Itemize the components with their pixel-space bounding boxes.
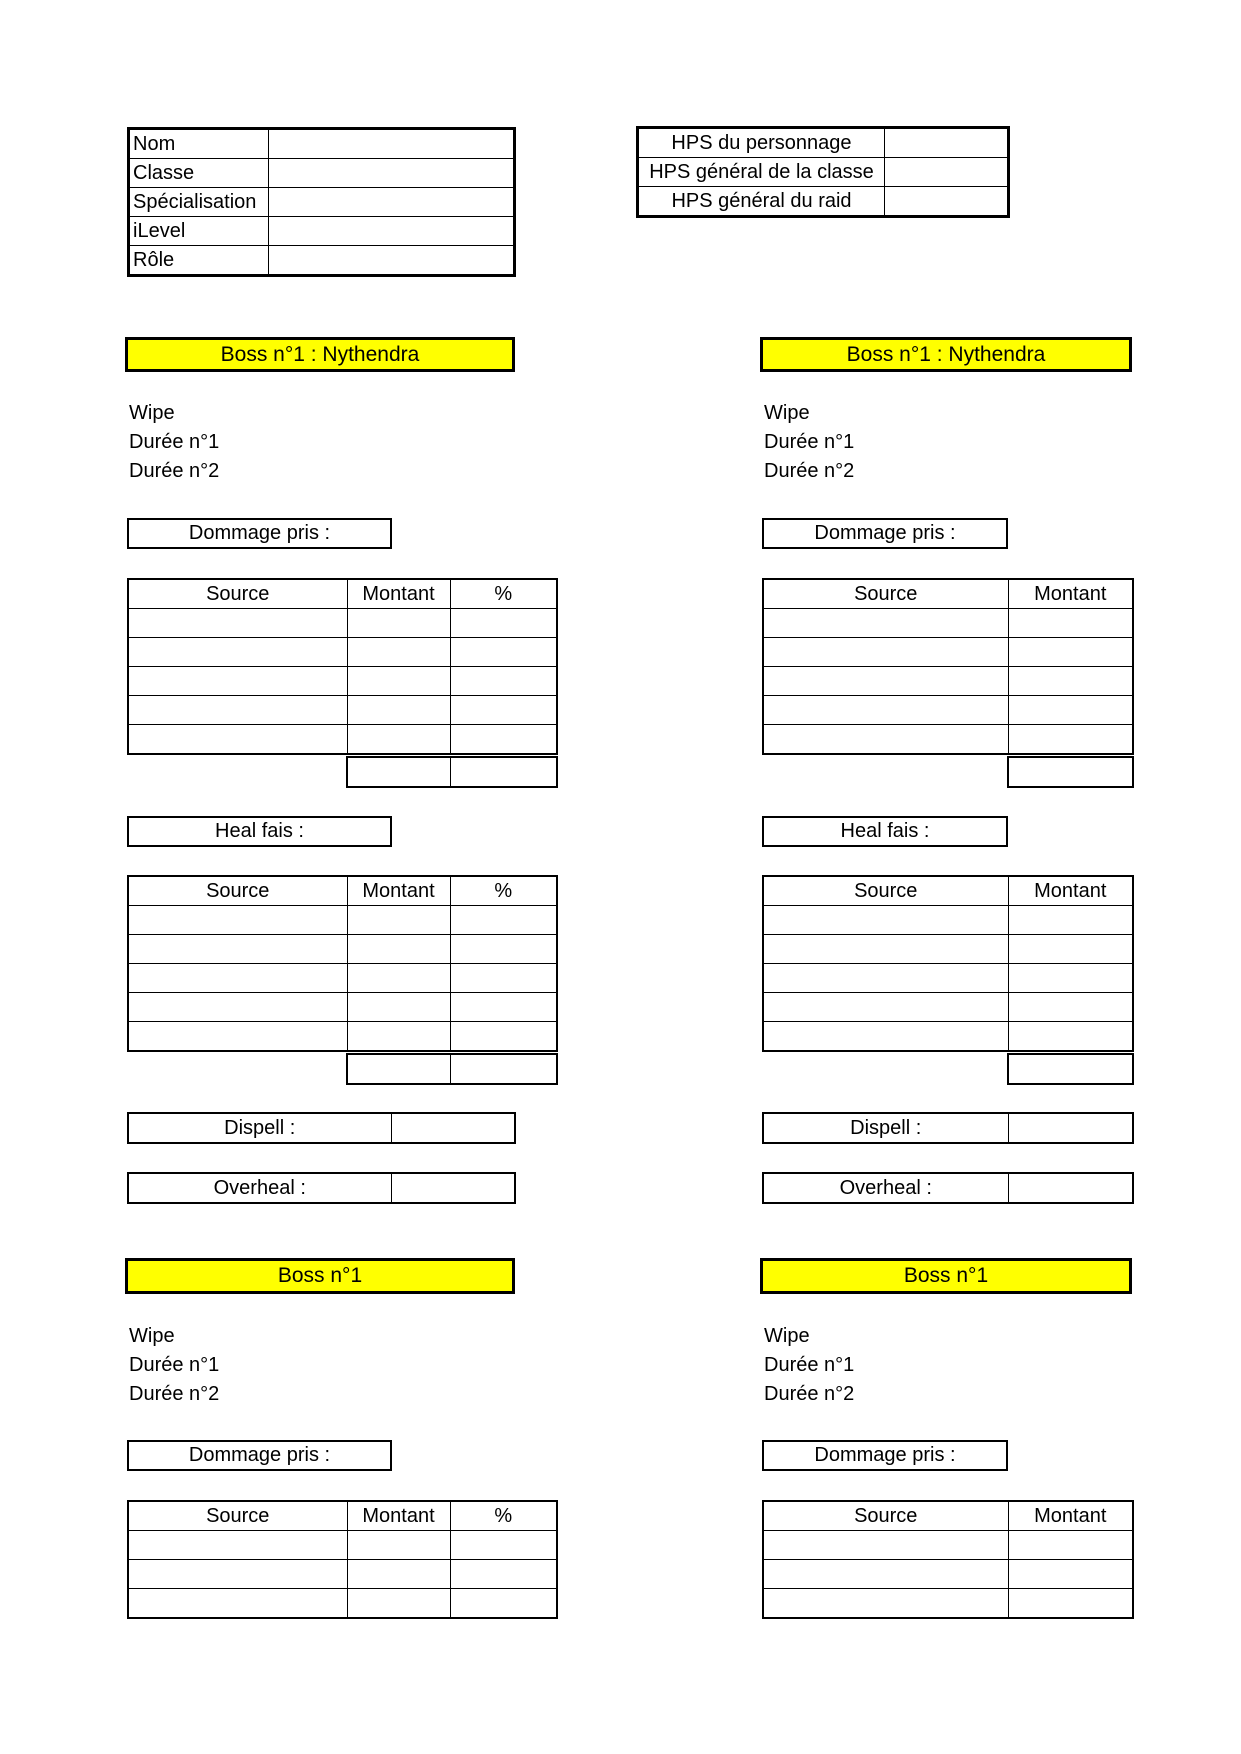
table-row [128, 1113, 515, 1143]
data-cell[interactable] [347, 935, 450, 964]
info-field-label: Spécialisation [129, 188, 269, 217]
hps-summary-table [636, 126, 1010, 218]
damage-table-right [762, 578, 1134, 755]
data-cell[interactable] [450, 725, 557, 755]
data-cell[interactable] [450, 1022, 557, 1052]
damage-taken-label-right: Dommage pris : [762, 518, 1008, 549]
table-header-row [128, 579, 557, 609]
table-row [128, 906, 557, 935]
damage-table-left-2 [127, 1500, 558, 1619]
source-header: Source [128, 579, 347, 609]
data-cell[interactable] [1008, 964, 1133, 993]
data-cell[interactable] [128, 1560, 347, 1589]
data-cell[interactable] [450, 609, 557, 638]
data-cell[interactable] [763, 1589, 1008, 1619]
data-cell[interactable] [1008, 638, 1133, 667]
table-row [1008, 1054, 1133, 1084]
hps-value-cell[interactable] [885, 158, 1009, 187]
data-cell[interactable] [128, 667, 347, 696]
amount-header: Montant [347, 876, 450, 906]
info-value-cell[interactable] [269, 217, 515, 246]
table-row [763, 667, 1133, 696]
data-cell[interactable] [1008, 1054, 1133, 1084]
data-cell[interactable] [450, 1589, 557, 1619]
heal-done-label-left: Heal fais : [127, 816, 392, 847]
data-cell[interactable] [763, 667, 1008, 696]
data-cell[interactable] [128, 1022, 347, 1052]
table-row [128, 638, 557, 667]
data-cell[interactable] [450, 638, 557, 667]
data-cell[interactable] [1008, 993, 1133, 1022]
table-row [128, 964, 557, 993]
heal-table-left [127, 875, 558, 1052]
table-row [129, 246, 515, 276]
data-cell[interactable] [763, 1022, 1008, 1052]
table-row [763, 1589, 1133, 1619]
damage-taken-label-right-2: Dommage pris : [762, 1440, 1008, 1471]
info-field-label: iLevel [129, 217, 269, 246]
data-cell[interactable] [128, 993, 347, 1022]
data-cell[interactable] [128, 696, 347, 725]
character-info-table [127, 127, 516, 277]
data-cell[interactable] [1008, 906, 1133, 935]
table-row [129, 217, 515, 246]
wipe-label: Wipe [129, 402, 175, 424]
table-row [128, 1022, 557, 1052]
damage-total-row-right [1007, 756, 1134, 788]
overheal-value-cell[interactable] [391, 1173, 515, 1203]
table-row [763, 935, 1133, 964]
overheal-box-left [127, 1172, 516, 1204]
table-row [763, 964, 1133, 993]
heal-done-label-right: Heal fais : [762, 816, 1008, 847]
data-cell[interactable] [450, 667, 557, 696]
source-header: Source [128, 1501, 347, 1531]
data-cell[interactable] [128, 906, 347, 935]
data-cell[interactable] [128, 1589, 347, 1619]
data-cell[interactable] [763, 1560, 1008, 1589]
table-row [128, 725, 557, 755]
data-cell[interactable] [763, 993, 1008, 1022]
table-header-row [763, 579, 1133, 609]
data-cell[interactable] [128, 964, 347, 993]
table-row [763, 1173, 1133, 1203]
duration2-label: Durée n°2 [129, 1383, 220, 1405]
table-row [763, 993, 1133, 1022]
table-row [128, 667, 557, 696]
data-cell[interactable] [347, 1560, 450, 1589]
dispell-value-cell[interactable] [1008, 1113, 1133, 1143]
data-cell[interactable] [450, 1054, 557, 1084]
data-cell[interactable] [1008, 667, 1133, 696]
damage-taken-label-left-2: Dommage pris : [127, 1440, 392, 1471]
boss2-banner-left: Boss n°1 [125, 1258, 515, 1294]
overheal-label: Overheal : [763, 1173, 1008, 1203]
data-cell[interactable] [763, 696, 1008, 725]
data-cell[interactable] [347, 757, 450, 787]
data-cell[interactable] [450, 935, 557, 964]
overheal-label: Overheal : [128, 1173, 391, 1203]
info-value-cell[interactable] [269, 188, 515, 217]
hps-field-label: HPS général du raid [638, 187, 885, 217]
damage-table-left [127, 578, 558, 755]
wipe-label: Wipe [764, 1325, 810, 1347]
duration2-label: Durée n°2 [764, 460, 855, 482]
table-row [763, 1531, 1133, 1560]
duration1-label: Durée n°1 [764, 431, 855, 453]
fight-meta-left [129, 399, 219, 486]
table-row [763, 906, 1133, 935]
data-cell[interactable] [347, 964, 450, 993]
percent-header: % [450, 1501, 557, 1531]
table-row [638, 128, 1009, 158]
hps-value-cell[interactable] [885, 187, 1009, 217]
data-cell[interactable] [450, 1560, 557, 1589]
table-row [129, 188, 515, 217]
table-row [763, 1560, 1133, 1589]
wipe-label: Wipe [764, 402, 810, 424]
fight-meta-right-2 [764, 1322, 854, 1409]
data-cell[interactable] [128, 1531, 347, 1560]
data-cell[interactable] [128, 725, 347, 755]
table-row [128, 609, 557, 638]
heal-total-row-left [346, 1053, 558, 1085]
wipe-label: Wipe [129, 1325, 175, 1347]
info-field-label: Classe [129, 159, 269, 188]
table-row [129, 159, 515, 188]
table-header-row [128, 1501, 557, 1531]
data-cell[interactable] [1008, 725, 1133, 755]
table-header-row [763, 1501, 1133, 1531]
data-cell[interactable] [128, 638, 347, 667]
data-cell[interactable] [450, 1531, 557, 1560]
amount-header: Montant [1008, 876, 1133, 906]
data-cell[interactable] [347, 696, 450, 725]
data-cell[interactable] [128, 609, 347, 638]
data-cell[interactable] [1008, 1589, 1133, 1619]
hps-value-cell[interactable] [885, 128, 1009, 158]
info-value-cell[interactable] [269, 246, 515, 276]
fight-meta-right [764, 399, 854, 486]
duration1-label: Durée n°1 [129, 431, 220, 453]
hps-field-label: HPS du personnage [638, 128, 885, 158]
data-cell[interactable] [347, 609, 450, 638]
data-cell[interactable] [763, 638, 1008, 667]
table-header-row [128, 876, 557, 906]
source-header: Source [763, 1501, 1008, 1531]
boss2-banner-right: Boss n°1 [760, 1258, 1132, 1294]
table-row [763, 638, 1133, 667]
dispell-box-right [762, 1112, 1134, 1144]
data-cell[interactable] [347, 1531, 450, 1560]
data-cell[interactable] [763, 725, 1008, 755]
duration2-label: Durée n°2 [764, 1383, 855, 1405]
fight-meta-left-2 [129, 1322, 219, 1409]
table-row [128, 1173, 515, 1203]
heal-table-right [762, 875, 1134, 1052]
table-row [128, 1531, 557, 1560]
table-row [347, 757, 557, 787]
amount-header: Montant [347, 1501, 450, 1531]
table-row [638, 187, 1009, 217]
source-header: Source [763, 579, 1008, 609]
data-cell[interactable] [763, 906, 1008, 935]
heal-total-row-right [1007, 1053, 1134, 1085]
percent-header: % [450, 876, 557, 906]
data-cell[interactable] [347, 638, 450, 667]
dispell-box-left [127, 1112, 516, 1144]
table-row [1008, 757, 1133, 787]
damage-table-right-2 [762, 1500, 1134, 1619]
table-row [129, 129, 515, 159]
source-header: Source [128, 876, 347, 906]
table-row [347, 1054, 557, 1084]
info-value-cell[interactable] [269, 129, 515, 159]
data-cell[interactable] [450, 696, 557, 725]
table-row [763, 696, 1133, 725]
data-cell[interactable] [347, 1054, 450, 1084]
table-row [763, 1022, 1133, 1052]
data-cell[interactable] [347, 906, 450, 935]
dispell-label: Dispell : [128, 1113, 391, 1143]
table-row [763, 1113, 1133, 1143]
data-cell[interactable] [763, 1531, 1008, 1560]
table-row [763, 609, 1133, 638]
duration1-label: Durée n°1 [129, 1354, 220, 1376]
data-cell[interactable] [1008, 1560, 1133, 1589]
data-cell[interactable] [763, 609, 1008, 638]
overheal-value-cell[interactable] [1008, 1173, 1133, 1203]
data-cell[interactable] [347, 667, 450, 696]
data-cell[interactable] [1008, 935, 1133, 964]
info-field-label: Rôle [129, 246, 269, 276]
data-cell[interactable] [763, 964, 1008, 993]
duration2-label: Durée n°2 [129, 460, 220, 482]
data-cell[interactable] [450, 964, 557, 993]
data-cell[interactable] [1008, 757, 1133, 787]
data-cell[interactable] [1008, 609, 1133, 638]
source-header: Source [763, 876, 1008, 906]
boss1-banner-right: Boss n°1 : Nythendra [760, 337, 1132, 372]
data-cell[interactable] [1008, 1531, 1133, 1560]
data-cell[interactable] [347, 993, 450, 1022]
data-cell[interactable] [1008, 696, 1133, 725]
data-cell[interactable] [763, 935, 1008, 964]
amount-header: Montant [347, 579, 450, 609]
table-row [763, 725, 1133, 755]
table-header-row [763, 876, 1133, 906]
data-cell[interactable] [450, 757, 557, 787]
duration1-label: Durée n°1 [764, 1354, 855, 1376]
amount-header: Montant [1008, 579, 1133, 609]
overheal-box-right [762, 1172, 1134, 1204]
data-cell[interactable] [450, 993, 557, 1022]
table-row [128, 1560, 557, 1589]
info-field-label: Nom [129, 129, 269, 159]
data-cell[interactable] [347, 725, 450, 755]
data-cell[interactable] [1008, 1022, 1133, 1052]
amount-header: Montant [1008, 1501, 1133, 1531]
boss1-banner-left: Boss n°1 : Nythendra [125, 337, 515, 372]
data-cell[interactable] [128, 935, 347, 964]
damage-total-row-left [346, 756, 558, 788]
percent-header: % [450, 579, 557, 609]
hps-field-label: HPS général de la classe [638, 158, 885, 187]
damage-taken-label-left: Dommage pris : [127, 518, 392, 549]
table-row [128, 935, 557, 964]
info-value-cell[interactable] [269, 159, 515, 188]
dispell-label: Dispell : [763, 1113, 1008, 1143]
data-cell[interactable] [450, 906, 557, 935]
data-cell[interactable] [347, 1022, 450, 1052]
table-row [128, 1589, 557, 1619]
table-row [128, 993, 557, 1022]
table-row [128, 696, 557, 725]
table-row [638, 158, 1009, 187]
dispell-value-cell[interactable] [391, 1113, 515, 1143]
data-cell[interactable] [347, 1589, 450, 1619]
